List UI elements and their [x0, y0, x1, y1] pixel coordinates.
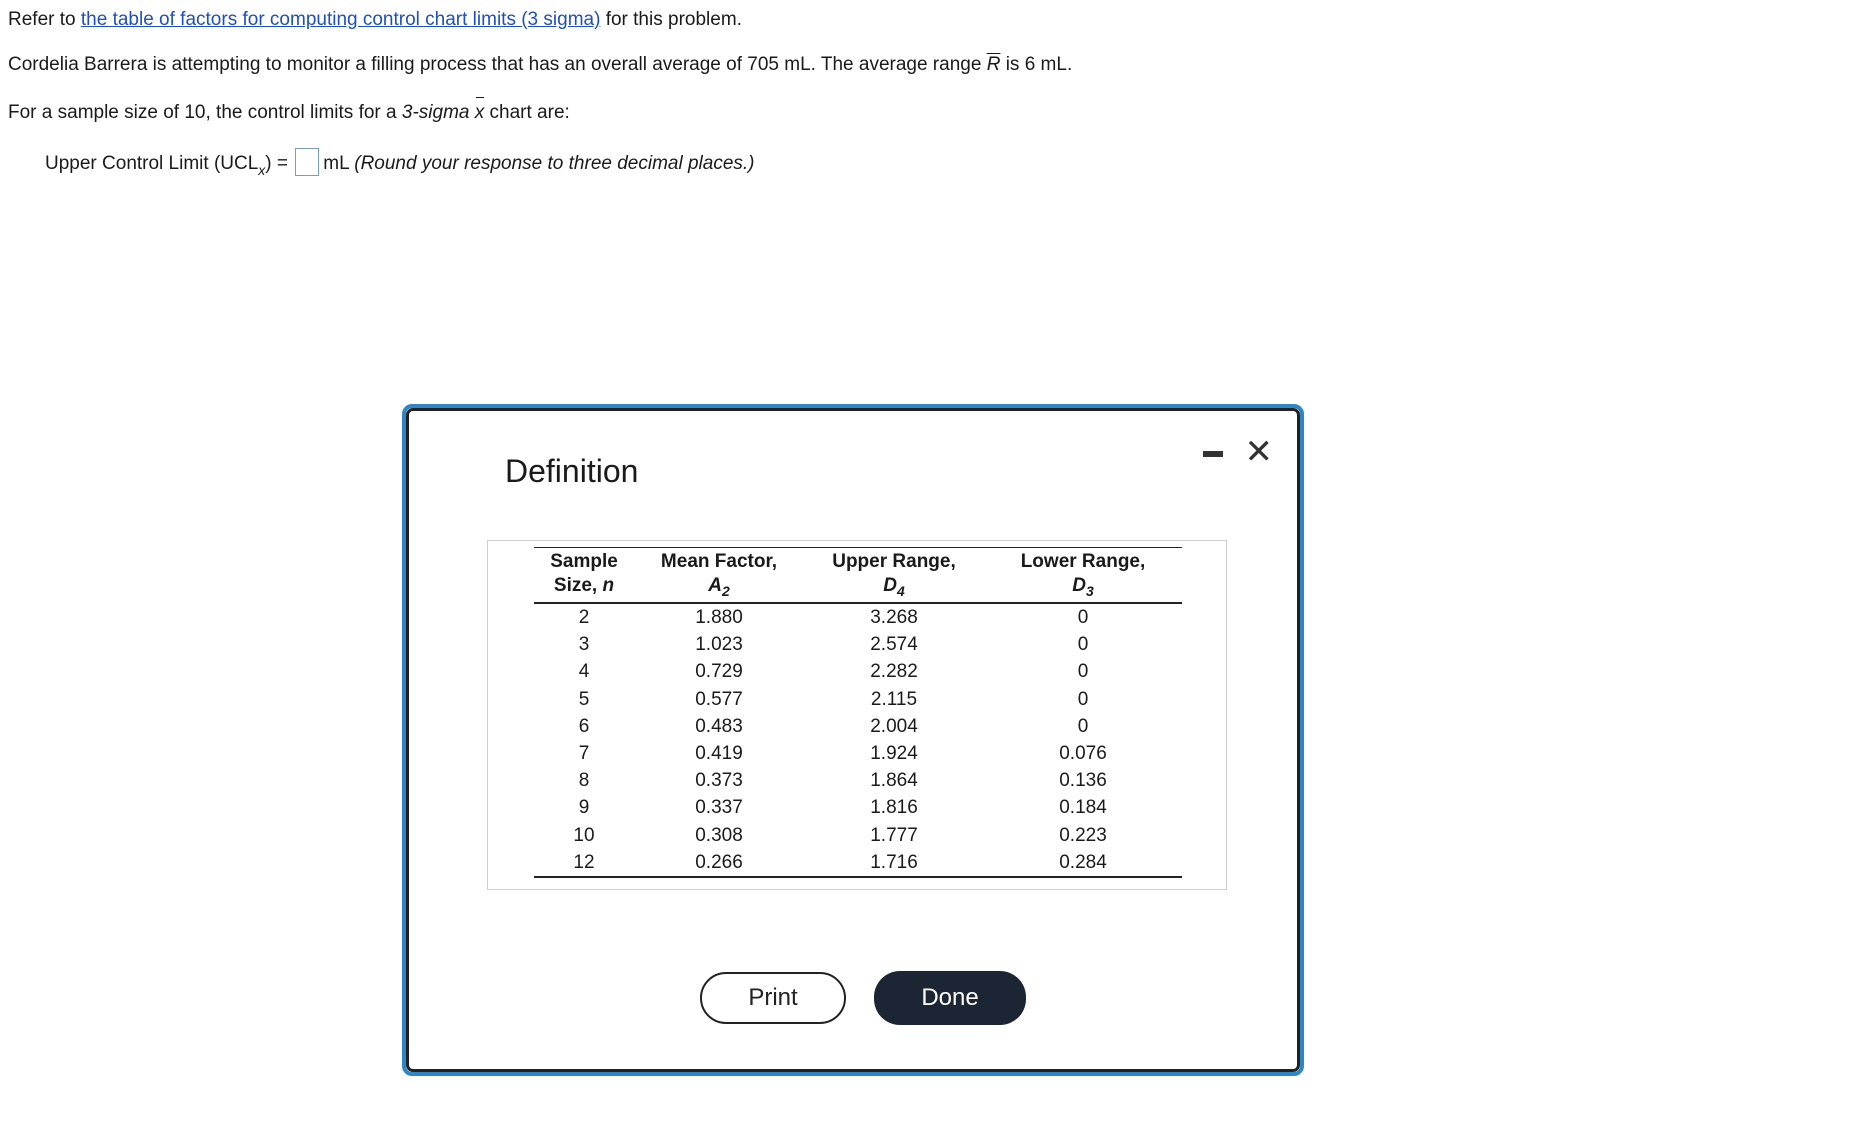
instruction-prefix: Refer to — [8, 9, 81, 30]
table-row — [534, 713, 1182, 740]
mean-factor-cell: 1.880 — [695, 607, 743, 628]
lower-range-cell: 0 — [1077, 634, 1089, 656]
chart-prompt — [8, 101, 570, 125]
sample-size-cell: 12 — [534, 849, 634, 877]
chart-prompt-text: For a sample size of 10, the control limits for a — [8, 102, 402, 123]
problem-statement — [8, 53, 1072, 77]
factors-table — [534, 547, 1182, 878]
lower-range-cell: 0.184 — [1059, 797, 1107, 819]
problem-text-end: is 6 mL. — [1000, 54, 1073, 75]
dialog-border — [406, 408, 1300, 1072]
ucl-answer-input[interactable] — [295, 148, 319, 176]
ucl-equals: ) = — [265, 153, 294, 175]
done-button[interactable]: Done — [874, 971, 1026, 1025]
lower-range-cell: 0.136 — [1059, 770, 1107, 792]
upper-range-cell: 2.574 — [870, 634, 918, 656]
table-row — [534, 767, 1182, 794]
upper-range-cell: 3.268 — [870, 607, 918, 628]
chart-prompt-end: chart are: — [484, 102, 570, 123]
ucl-answer-row — [45, 150, 755, 178]
factors-table-frame — [487, 540, 1227, 890]
upper-range-cell: 2.004 — [870, 715, 918, 737]
header-lower-range: Lower Range, $D_3$ — [984, 548, 1182, 604]
ucl-unit: mL — [323, 153, 355, 175]
sigma-label: 3-sigma — [401, 102, 470, 123]
ucl-label: Upper Control Limit (UCL — [45, 153, 259, 175]
table-row — [534, 849, 1182, 877]
header-upper-range: Upper Range, $D_4$ — [804, 548, 984, 604]
sample-size-cell: 6 — [578, 715, 590, 737]
mean-factor-cell: 0.483 — [695, 715, 743, 737]
upper-range-cell: 2.282 — [870, 661, 918, 683]
lower-range-cell: 0.284 — [984, 849, 1182, 877]
mean-factor-cell: 1.023 — [695, 634, 743, 656]
sample-size-cell: 4 — [578, 661, 590, 683]
lower-range-cell: 0 — [1077, 661, 1089, 683]
upper-range-cell: 1.777 — [870, 824, 918, 846]
instruction-line — [8, 8, 742, 32]
mean-factor-cell: 0.577 — [695, 688, 743, 710]
upper-range-cell: 1.816 — [870, 797, 918, 819]
instruction-suffix: for this problem. — [600, 9, 742, 30]
mean-factor-cell: 0.266 — [634, 849, 804, 877]
sample-size-cell: 9 — [578, 797, 590, 819]
table-header-row — [534, 548, 1182, 604]
lower-range-cell: 0.076 — [1059, 743, 1107, 765]
sample-size-cell: 7 — [578, 743, 590, 765]
table-row — [534, 686, 1182, 713]
dialog-controls — [1203, 433, 1274, 471]
table-row — [534, 631, 1182, 658]
table-row — [534, 822, 1182, 849]
lower-range-cell: 0.223 — [1059, 824, 1107, 846]
table-row — [534, 603, 1182, 631]
upper-range-cell: 1.924 — [870, 743, 918, 765]
table-row — [534, 794, 1182, 821]
sample-size-cell: 10 — [573, 824, 595, 846]
table-row — [534, 658, 1182, 685]
lower-range-cell: 0 — [1077, 607, 1089, 628]
upper-range-cell: 1.716 — [804, 849, 984, 877]
mean-factor-cell: 0.729 — [695, 661, 743, 683]
close-icon[interactable]: ✕ — [1244, 433, 1273, 471]
ucl-subscript: x — [258, 162, 266, 179]
x-bar-symbol: x — [475, 101, 485, 125]
rounding-instruction: (Round your response to three decimal places.) — [354, 153, 755, 175]
lower-range-cell: 0 — [1077, 715, 1089, 737]
minimize-icon[interactable] — [1203, 451, 1223, 457]
definition-dialog — [402, 404, 1304, 1076]
upper-range-cell: 2.115 — [870, 688, 918, 710]
header-sample-size: Sample Size, n — [534, 548, 634, 604]
sample-size-cell: 3 — [578, 634, 590, 656]
sample-size-cell: 5 — [578, 688, 590, 710]
mean-factor-cell: 0.308 — [695, 824, 743, 846]
mean-factor-cell: 0.337 — [695, 797, 743, 819]
dialog-title: Definition — [505, 453, 639, 489]
problem-text: Cordelia Barrera is attempting to monitor a filling process that has an overall average of 705 mL. The average range — [8, 54, 987, 75]
upper-range-cell: 1.864 — [870, 770, 918, 792]
mean-factor-cell: 0.419 — [695, 743, 743, 765]
print-button[interactable]: Print — [700, 972, 846, 1024]
header-mean-factor: Mean Factor, $A_2$ — [634, 548, 804, 604]
sample-size-cell: 8 — [578, 770, 590, 792]
lower-range-cell: 0 — [1077, 688, 1089, 710]
factors-table-link[interactable]: the table of factors for computing control chart limits (3 sigma) — [80, 9, 601, 30]
table-row — [534, 740, 1182, 767]
r-bar-symbol: $\overline{R}$ — [986, 54, 1001, 75]
mean-factor-cell: 0.373 — [695, 770, 743, 792]
sample-size-cell: 2 — [578, 607, 590, 628]
